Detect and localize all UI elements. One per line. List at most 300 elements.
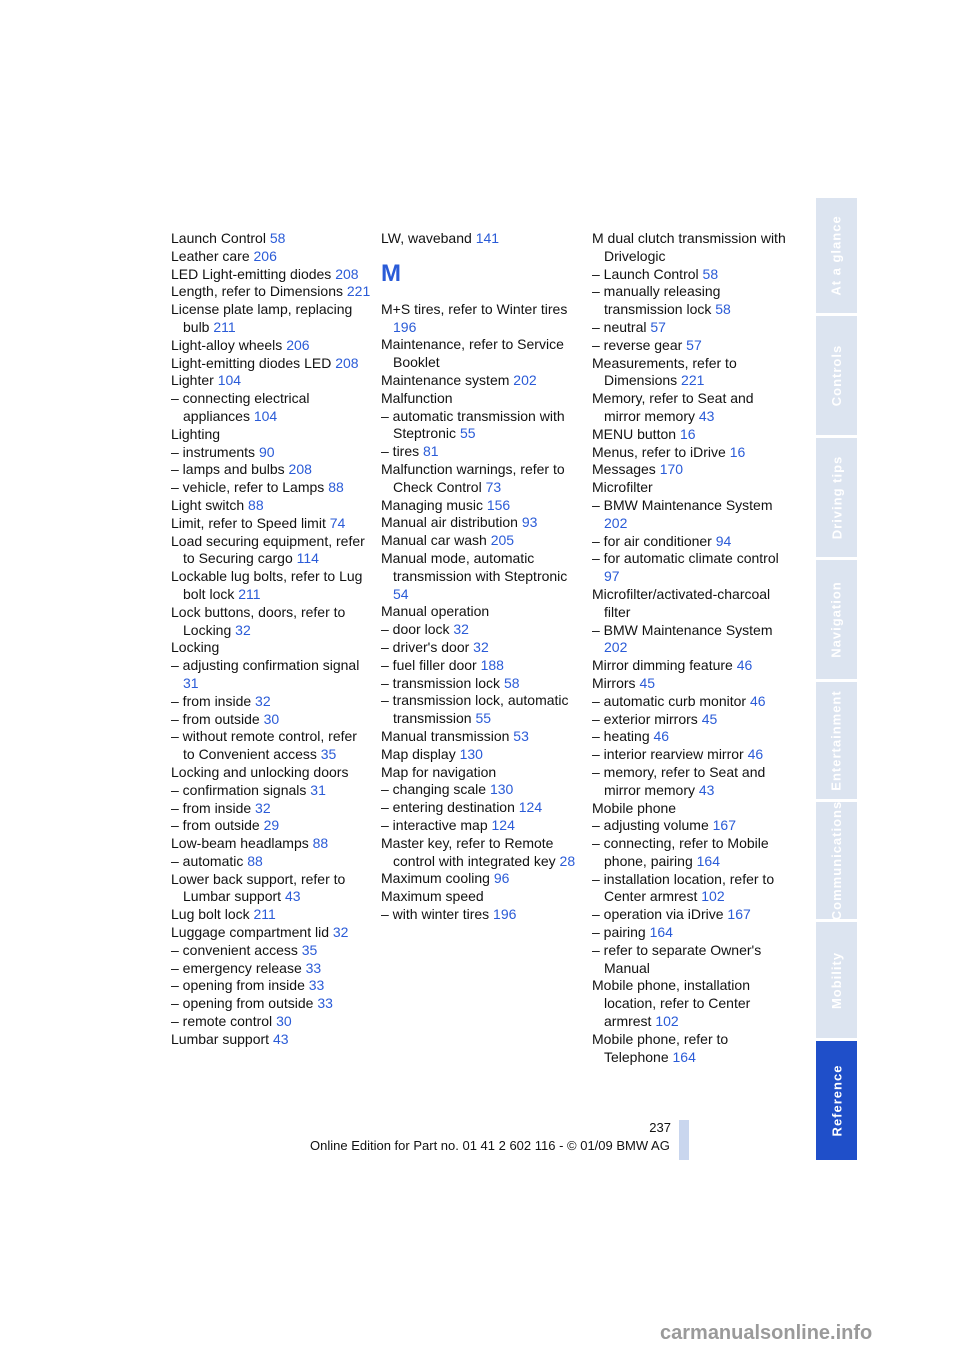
- index-entry: [171, 533, 371, 569]
- index-entry: [171, 301, 371, 337]
- page-reference-link[interactable]: 90: [258, 443, 275, 460]
- page-reference-link[interactable]: 16: [729, 443, 746, 460]
- page-reference-link[interactable]: 211: [213, 318, 236, 335]
- index-entry-text: Locking: [171, 639, 220, 656]
- page-reference-link[interactable]: 208: [288, 461, 312, 478]
- page-reference-link[interactable]: 32: [332, 924, 349, 941]
- index-entry: [592, 444, 792, 462]
- page-reference-link[interactable]: 46: [747, 746, 764, 763]
- index-entry: [171, 871, 371, 907]
- page-reference-link[interactable]: 164: [696, 852, 720, 869]
- page-reference-link[interactable]: 81: [423, 443, 439, 460]
- page-reference-link[interactable]: 31: [310, 781, 326, 798]
- index-entry-text: – operation via iDrive: [592, 906, 724, 923]
- page-reference-link[interactable]: 57: [650, 318, 666, 335]
- index-entry: [381, 870, 581, 888]
- section-letter: M: [381, 259, 401, 287]
- chapter-tab-mobility[interactable]: [816, 922, 857, 1038]
- index-entry-text: Mirror dimming feature: [592, 657, 733, 674]
- index-entry-text: M dual clutch transmission with Drivelogic: [592, 230, 786, 264]
- chapter-tab-driving-tips[interactable]: [816, 438, 857, 557]
- page-reference-link[interactable]: 33: [317, 995, 333, 1012]
- index-entry-text: – connecting electrical appliances: [171, 390, 310, 424]
- chapter-tab-label: Controls: [829, 344, 845, 407]
- index-entry-text: – from inside: [171, 799, 252, 816]
- index-entry-text: – confirmation signals: [171, 781, 307, 798]
- page-reference-link[interactable]: 167: [727, 906, 751, 923]
- page-reference-link[interactable]: 205: [490, 532, 515, 549]
- index-entry-text: Lighting: [171, 425, 221, 442]
- index-entry: [381, 514, 581, 532]
- page-reference-link[interactable]: 46: [653, 728, 670, 745]
- index-entry-text: Memory, refer to Seat and mirror memory: [592, 390, 754, 424]
- index-entry-text: Manual air distribution: [381, 514, 518, 531]
- index-entry-text: – changing scale: [381, 781, 487, 798]
- index-entry: [171, 248, 371, 266]
- index-entry: [381, 799, 581, 817]
- index-entry: [381, 746, 581, 764]
- page-reference-link[interactable]: 202: [604, 514, 628, 531]
- chapter-tab-label: Communications: [829, 800, 844, 921]
- index-entry-text: M+S tires, refer to Winter tires: [381, 300, 568, 317]
- page-reference-link[interactable]: 58: [715, 301, 731, 318]
- chapter-tab-entertainment[interactable]: [816, 682, 857, 799]
- index-entry-text: Malfunction: [381, 389, 453, 406]
- index-entry: [381, 906, 581, 924]
- index-entry: [381, 639, 581, 657]
- index-entry-text: – tires: [381, 443, 420, 460]
- index-entry: [592, 728, 792, 746]
- index-entry: [171, 497, 371, 515]
- index-entry: [381, 408, 581, 444]
- index-entry: [592, 835, 792, 871]
- page-reference-link[interactable]: 202: [513, 371, 537, 388]
- index-entry: [592, 337, 792, 355]
- index-entry-text: – lamps and bulbs: [171, 461, 285, 478]
- index-entry: [381, 301, 581, 337]
- index-entry-text: Messages: [592, 461, 656, 478]
- chapter-tab-controls[interactable]: [816, 316, 857, 435]
- index-entry-text: – convenient access: [171, 941, 298, 958]
- index-entry: [171, 711, 371, 729]
- index-entry-text: – without remote control, refer to Convenient access: [171, 728, 357, 763]
- index-entry-text: – automatic: [171, 852, 244, 869]
- index-entry: [592, 497, 792, 533]
- index-entry: [592, 622, 792, 658]
- index-entry-text: Load securing equipment, refer to Securing cargo: [171, 532, 365, 567]
- index-entry: [592, 800, 792, 818]
- index-entry-text: – interactive map: [381, 816, 488, 833]
- page-reference-link[interactable]: 43: [698, 781, 715, 798]
- index-entry: [171, 782, 371, 800]
- page-reference-link[interactable]: 30: [276, 1013, 292, 1030]
- index-entry: [171, 657, 371, 693]
- index-entry-text: Measurements, refer to Dimensions: [592, 354, 737, 389]
- index-entry: [171, 764, 371, 782]
- index-entry: [592, 924, 792, 942]
- index-entry: [171, 960, 371, 978]
- page-reference-link[interactable]: 46: [749, 692, 766, 709]
- index-entry: [592, 871, 792, 907]
- index-column-2-main: [381, 301, 581, 924]
- index-entry: [171, 390, 371, 426]
- page-reference-link[interactable]: 32: [473, 638, 489, 655]
- index-entry-text: Low-beam headlamps: [171, 835, 309, 852]
- index-column-2: [381, 230, 581, 924]
- index-entry-text: – BMW Maintenance System: [592, 496, 773, 513]
- index-entry-text: LW, waveband: [381, 230, 472, 246]
- chapter-tab-label: Driving tips: [829, 455, 845, 540]
- index-entry-text: – from inside: [171, 692, 252, 709]
- page-reference-link[interactable]: 54: [393, 585, 409, 602]
- index-entry: [592, 461, 792, 479]
- watermark: carmanualsonline.info: [660, 1322, 873, 1344]
- index-entry: [592, 266, 792, 284]
- index-entry-text: Mobile phone: [592, 799, 677, 816]
- index-entry-text: Map for navigation: [381, 763, 497, 780]
- page-reference-link[interactable]: 156: [486, 496, 511, 513]
- page-reference-link[interactable]: 221: [681, 372, 705, 389]
- page-reference-link[interactable]: 32: [453, 621, 469, 638]
- page-reference-link[interactable]: 88: [312, 835, 329, 852]
- index-entry: [171, 426, 371, 444]
- index-entry-text: Maximum cooling: [381, 870, 490, 887]
- index-entry: [171, 461, 371, 479]
- index-entry: [592, 355, 792, 391]
- index-entry-text: – Launch Control: [592, 265, 699, 282]
- page-reference-link[interactable]: 46: [736, 657, 753, 674]
- page-reference-link[interactable]: 33: [308, 977, 325, 994]
- index-entry-text: – BMW Maintenance System: [592, 621, 773, 638]
- page-reference-link[interactable]: 164: [672, 1048, 696, 1065]
- index-entry: [171, 995, 371, 1013]
- index-entry: [171, 1013, 371, 1031]
- index-entry: [381, 372, 581, 390]
- page-reference-link[interactable]: 221: [346, 283, 371, 300]
- index-entry: [171, 444, 371, 462]
- page-reference-link[interactable]: 32: [255, 692, 271, 709]
- index-entry-text: Leather care: [171, 247, 250, 264]
- index-entry-text: – reverse gear: [592, 336, 683, 353]
- index-entry-text: – memory, refer to Seat and mirror memory: [592, 763, 766, 798]
- page-reference-link[interactable]: 28: [559, 852, 576, 869]
- page-reference-link[interactable]: 73: [485, 478, 502, 495]
- index-entry: [171, 283, 371, 301]
- index-entry-text: MENU button: [592, 425, 677, 442]
- page-number: 237: [649, 1120, 671, 1135]
- page-reference-link[interactable]: 43: [272, 1030, 289, 1047]
- index-entry-text: Microfilter: [592, 479, 653, 496]
- index-entry: [381, 675, 581, 693]
- page-reference-link[interactable]: 170: [659, 461, 684, 478]
- index-entry-text: Light-emitting diodes LED: [171, 354, 332, 371]
- page-reference-link[interactable]: 102: [655, 1013, 679, 1030]
- chapter-tab-communications[interactable]: [816, 802, 857, 919]
- index-entry-text: Lumbar support: [171, 1030, 270, 1047]
- index-entry: [592, 426, 792, 444]
- page-reference-link[interactable]: 74: [329, 514, 346, 531]
- index-entry: [381, 336, 581, 372]
- index-entry-text: Manual transmission: [381, 727, 510, 744]
- index-entry: [171, 355, 371, 373]
- index-entry: [171, 337, 371, 355]
- page-reference-link[interactable]: 30: [263, 710, 280, 727]
- chapter-tab-label: Mobility: [829, 951, 845, 1009]
- index-entry-text: – emergency release: [171, 959, 302, 976]
- page-reference-link[interactable]: 53: [513, 727, 529, 744]
- index-entry: [381, 888, 581, 906]
- page-reference-link[interactable]: 45: [639, 674, 656, 691]
- index-entry-text: Lock buttons, doors, refer to Locking: [171, 603, 346, 638]
- page-reference-link[interactable]: 167: [712, 817, 736, 834]
- index-entry-text: Locking and unlocking doors: [171, 763, 349, 780]
- index-entry: [381, 835, 581, 871]
- index-entry: [381, 817, 581, 835]
- index-entry: [381, 497, 581, 515]
- footer-text: Online Edition for Part no. 01 41 2 602 116 - © 01/09 BMW AG: [310, 1138, 670, 1153]
- page-reference-link[interactable]: 164: [649, 924, 673, 941]
- index-entry: [381, 230, 581, 248]
- page-reference-link[interactable]: 206: [253, 247, 277, 264]
- chapter-tab-label: Navigation: [829, 581, 844, 658]
- page-reference-link[interactable]: 55: [475, 710, 492, 727]
- index-entry-text: – entering destination: [381, 799, 515, 816]
- page-reference-link[interactable]: 97: [604, 568, 620, 585]
- index-entry: [592, 586, 792, 622]
- index-entry-text: – heating: [592, 728, 650, 745]
- index-entry-text: Managing music: [381, 496, 483, 513]
- page-reference-link[interactable]: 94: [715, 532, 732, 549]
- index-entry-text: – manually releasing transmission lock: [592, 283, 721, 318]
- page-reference-link[interactable]: 196: [393, 318, 417, 335]
- index-entry-text: – adjusting volume: [592, 817, 709, 834]
- index-entry-text: – interior rearview mirror: [592, 746, 744, 763]
- index-entry-text: LED Light-emitting diodes: [171, 265, 332, 282]
- index-entry: [592, 390, 792, 426]
- index-entry-text: Light-alloy wheels: [171, 336, 283, 353]
- index-entry: [171, 515, 371, 533]
- index-entry: [381, 692, 581, 728]
- index-entry-text: – from outside: [171, 817, 260, 834]
- index-entry-text: Manual mode, automatic transmission with Steptronic: [381, 549, 568, 584]
- index-entry-text: Malfunction warnings, refer to Check Control: [381, 460, 565, 495]
- page-reference-link[interactable]: 88: [247, 852, 263, 869]
- index-entry-text: Mirrors: [592, 674, 636, 691]
- index-entry-text: – for automatic climate control: [592, 550, 779, 567]
- index-entry-text: Map display: [381, 745, 456, 762]
- index-entry: [592, 906, 792, 924]
- index-entry-text: Launch Control: [171, 230, 266, 246]
- page-reference-link[interactable]: 114: [296, 550, 319, 567]
- index-entry-text: Light switch: [171, 496, 245, 513]
- index-entry: [592, 319, 792, 337]
- index-entry: [592, 693, 792, 711]
- index-entry: [381, 728, 581, 746]
- index-entry-text: – remote control: [171, 1013, 273, 1030]
- index-entry: [171, 800, 371, 818]
- index-entry: [171, 604, 371, 640]
- index-entry-text: – pairing: [592, 924, 646, 941]
- index-entry: [592, 657, 792, 675]
- index-entry: [171, 906, 371, 924]
- index-entry: [592, 1031, 792, 1067]
- page-reference-link[interactable]: 58: [503, 674, 520, 691]
- page-reference-link[interactable]: 96: [493, 870, 510, 887]
- index-entry: [592, 942, 792, 978]
- index-entry: [171, 479, 371, 497]
- page-reference-link[interactable]: 211: [238, 585, 261, 602]
- index-entry-text: Lug bolt lock: [171, 906, 250, 923]
- index-entry: [592, 711, 792, 729]
- index-entry-text: Luggage compartment lid: [171, 924, 329, 941]
- page-reference-link[interactable]: 104: [253, 407, 278, 424]
- index-entry-text: – neutral: [592, 318, 647, 335]
- page-reference-link[interactable]: 35: [301, 941, 318, 958]
- index-entry-text: – exterior mirrors: [592, 710, 698, 727]
- chapter-tab-navigation[interactable]: [816, 560, 857, 679]
- index-entry: [381, 764, 581, 782]
- index-entry: [592, 746, 792, 764]
- index-entry: [381, 443, 581, 461]
- page-reference-link[interactable]: 16: [679, 425, 696, 442]
- page-reference-link[interactable]: 124: [491, 816, 515, 833]
- index-entry: [381, 621, 581, 639]
- chapter-tab-label: Reference: [829, 1064, 844, 1137]
- index-entry-text: – adjusting confirmation signal: [171, 657, 360, 674]
- index-entry-text: – from outside: [171, 710, 260, 727]
- index-entry: [381, 781, 581, 799]
- page-reference-link[interactable]: 130: [459, 745, 483, 762]
- page-reference-link[interactable]: 43: [698, 407, 715, 424]
- page-reference-link[interactable]: 208: [335, 354, 359, 371]
- page-reference-link[interactable]: 88: [248, 496, 264, 513]
- index-entry: [381, 657, 581, 675]
- index-entry-text: License plate lamp, replacing bulb: [171, 301, 353, 335]
- index-entry: [592, 283, 792, 319]
- index-entry-text: Length, refer to Dimensions: [171, 283, 343, 300]
- index-column-2-pre: [381, 230, 581, 248]
- index-entry-text: – for air conditioner: [592, 532, 712, 549]
- index-entry-text: – driver's door: [381, 638, 470, 655]
- page-reference-link[interactable]: 57: [686, 336, 702, 353]
- index-entry-text: – vehicle, refer to Lamps: [171, 479, 325, 496]
- index-entry: [592, 230, 792, 266]
- page-reference-link[interactable]: 43: [284, 888, 301, 905]
- index-entry-text: – installation location, refer to Center armrest: [592, 870, 775, 905]
- index-entry-text: Lighter: [171, 372, 214, 389]
- index-entry: [592, 533, 792, 551]
- page-reference-link[interactable]: 29: [263, 817, 280, 834]
- page-reference-link[interactable]: 130: [489, 781, 514, 798]
- index-entry: [171, 942, 371, 960]
- chapter-tab-at-a-glance[interactable]: [816, 198, 857, 313]
- index-entry: [171, 568, 371, 604]
- chapter-tab-label: Entertainment: [829, 690, 844, 791]
- index-entry: [171, 266, 371, 284]
- index-entry-text: Master key, refer to Remote control with integrated key: [381, 834, 556, 869]
- index-entry-text: Maximum speed: [381, 888, 484, 905]
- index-entry: [381, 461, 581, 497]
- index-entry-text: – instruments: [171, 443, 256, 460]
- index-entry: [381, 550, 581, 603]
- page-reference-link[interactable]: 141: [475, 230, 500, 246]
- page-reference-link[interactable]: 93: [521, 514, 538, 531]
- index-entry-text: – refer to separate Owner's Manual: [592, 941, 762, 976]
- chapter-tab-reference[interactable]: [816, 1041, 857, 1160]
- page-reference-link[interactable]: 32: [235, 621, 251, 638]
- index-entry: [171, 372, 371, 390]
- index-entry: [592, 817, 792, 835]
- index-entry: [171, 817, 371, 835]
- index-entry-text: – automatic curb monitor: [592, 692, 747, 709]
- page-reference-link[interactable]: 58: [269, 230, 286, 246]
- index-entry: [381, 390, 581, 408]
- index-entry: [592, 550, 792, 586]
- index-column-3: [592, 230, 792, 1066]
- index-column-1: [171, 230, 371, 1049]
- index-entry-text: Maintenance, refer to Service Booklet: [381, 336, 564, 371]
- index-entry: [592, 764, 792, 800]
- index-entry-text: – transmission lock: [381, 674, 501, 691]
- index-entry: [592, 977, 792, 1030]
- page-reference-link[interactable]: 33: [305, 959, 322, 976]
- index-entry-text: Lockable lug bolts, refer to Lug bolt lock: [171, 568, 363, 602]
- index-entry-text: Lower back support, refer to Lumbar support: [171, 870, 346, 905]
- index-entry-text: Maintenance system: [381, 371, 510, 388]
- index-entry: [381, 603, 581, 621]
- index-entry-text: – opening from inside: [171, 977, 305, 994]
- index-entry: [592, 479, 792, 497]
- index-entry-text: – automatic transmission with Steptronic: [381, 407, 565, 442]
- index-entry-text: Mobile phone, refer to Telephone: [592, 1030, 729, 1065]
- page-reference-link[interactable]: 45: [701, 710, 718, 727]
- page-reference-link[interactable]: 196: [493, 905, 517, 922]
- index-entry: [171, 230, 371, 248]
- index-entry-text: – with winter tires: [381, 905, 490, 922]
- index-entry: [171, 977, 371, 995]
- page-reference-link[interactable]: 104: [217, 372, 242, 389]
- index-entry: [381, 532, 581, 550]
- page-reference-link[interactable]: 55: [459, 425, 476, 442]
- page-reference-link[interactable]: 102: [701, 888, 725, 905]
- index-entry-text: Menus, refer to iDrive: [592, 443, 726, 460]
- page-reference-link[interactable]: 202: [604, 639, 628, 656]
- page-reference-link[interactable]: 211: [253, 906, 276, 923]
- page-reference-link[interactable]: 88: [328, 479, 344, 496]
- index-entry: [171, 924, 371, 942]
- index-entry-text: Microfilter/activated-charcoal filter: [592, 585, 771, 620]
- index-entry-text: Limit, refer to Speed limit: [171, 514, 326, 531]
- page-reference-link[interactable]: 58: [702, 265, 719, 282]
- index-entry: [171, 835, 371, 853]
- chapter-tab-label: At a glance: [829, 215, 845, 296]
- index-entry-text: – door lock: [381, 621, 450, 638]
- page-reference-link[interactable]: 206: [286, 336, 310, 353]
- index-entry: [171, 639, 371, 657]
- page-reference-link[interactable]: 31: [183, 674, 199, 691]
- index-entry-text: Mobile phone, installation location, refer to Center armrest: [592, 977, 751, 1030]
- index-entry: [171, 853, 371, 871]
- page-reference-link[interactable]: 35: [320, 746, 337, 763]
- page-reference-link[interactable]: 124: [518, 799, 543, 816]
- page-reference-link[interactable]: 188: [480, 656, 504, 673]
- index-entry: [171, 693, 371, 711]
- index-entry: [171, 1031, 371, 1049]
- page-reference-link[interactable]: 208: [335, 265, 359, 282]
- page-reference-link[interactable]: 32: [255, 799, 271, 816]
- index-entry-text: – transmission lock, automatic transmission: [381, 692, 569, 727]
- index-entry-text: Manual car wash: [381, 532, 487, 549]
